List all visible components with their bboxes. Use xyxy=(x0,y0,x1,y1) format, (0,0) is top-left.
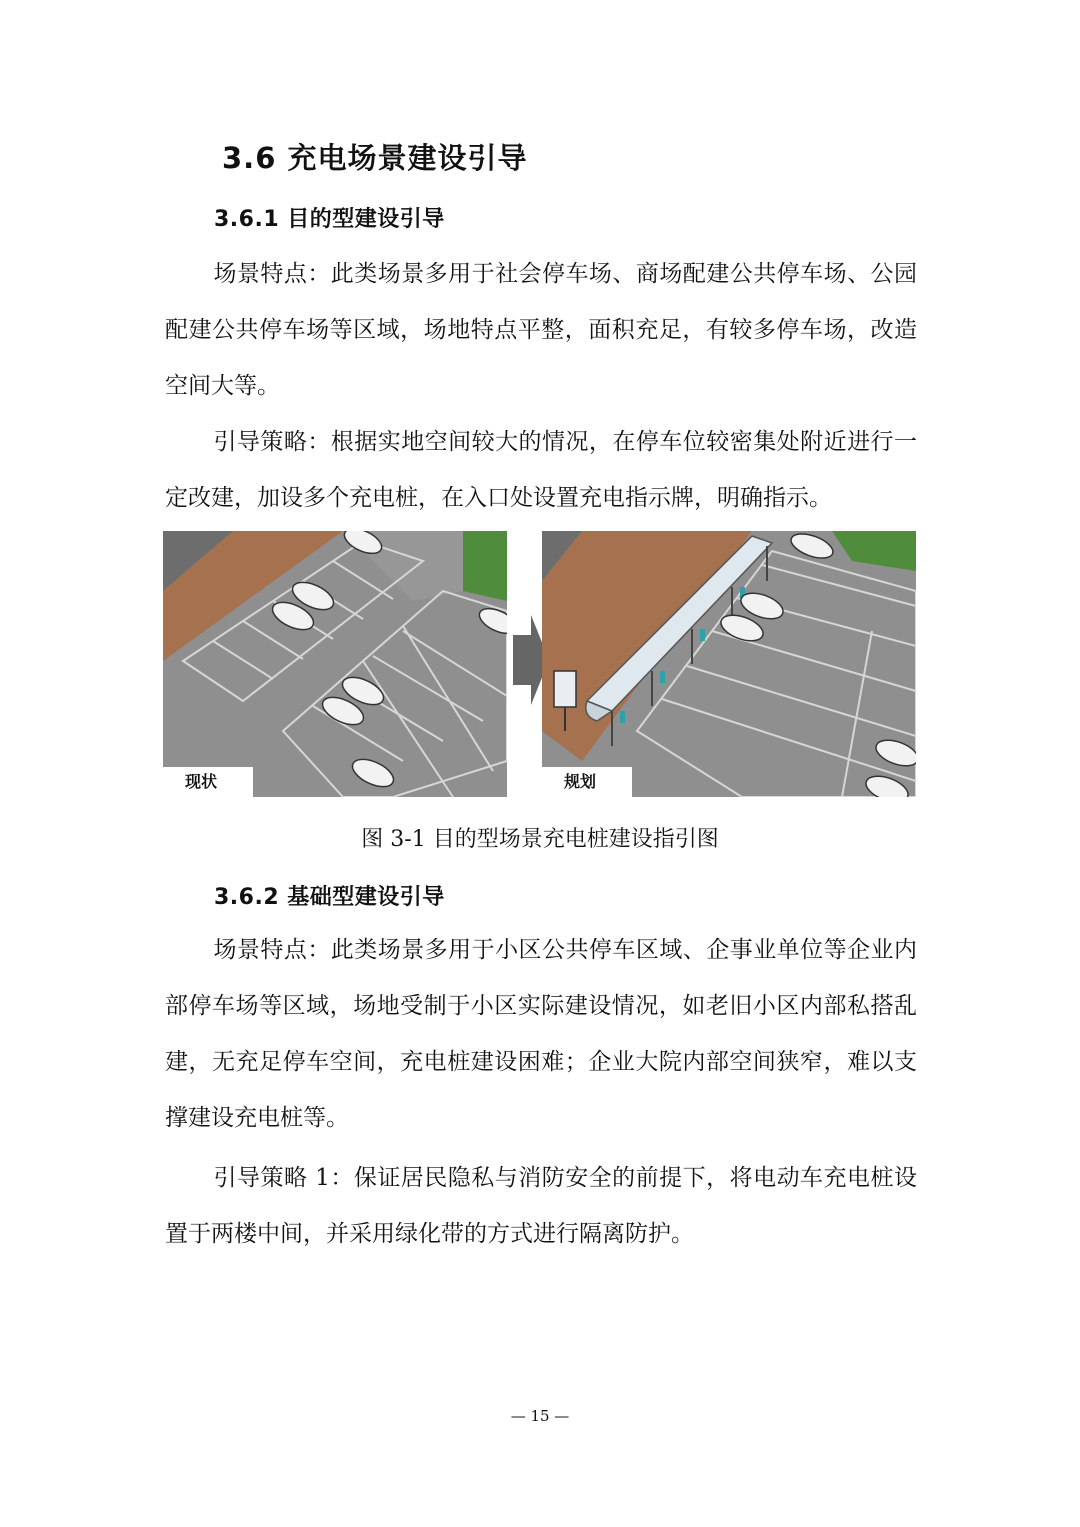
paragraph-scene-features-2 xyxy=(165,922,917,1146)
subsection-heading-3-6-1: 3.6.1 目的型建设引导 xyxy=(214,207,445,232)
paragraph-text: 引导策略：根据实地空间较大的情况，在停车位较密集处附近进行一定改建，加设多个充电桩，在入口处设置充电指示牌，明确指示。 xyxy=(165,429,917,511)
paragraph-text: 场景特点：此类场景多用于社会停车场、商场配建公共停车场、公园配建公共停车场等区域，场地特点平整，面积充足，有较多停车场，改造空间大等。 xyxy=(165,261,917,399)
page-number: — 15 — xyxy=(510,1407,570,1425)
paragraph-strategy-1 xyxy=(165,414,917,526)
figure-label-planned: 规划 xyxy=(542,767,632,797)
paragraph-text: 场景特点：此类场景多用于小区公共停车区域、企事业单位等企业内部停车场等区域，场地受制于小区实际建设情况，如老旧小区内部私搭乱建，无充足停车空间，充电桩建设困难；企业大院内部空间狭窄，难以支撑建设充电桩等。 xyxy=(165,937,917,1131)
paragraph-strategy-2 xyxy=(165,1150,917,1262)
figure-current-state-image xyxy=(163,531,507,797)
figure-label-current: 现状 xyxy=(163,767,253,797)
figure-caption: 图 3-1 目的型场景充电桩建设指引图 xyxy=(361,827,719,852)
subsection-heading-3-6-2: 3.6.2 基础型建设引导 xyxy=(214,885,445,910)
paragraph-text: 引导策略 1：保证居民隐私与消防安全的前提下，将电动车充电桩设置于两楼中间，并采用绿化带的方式进行隔离防护。 xyxy=(165,1165,917,1247)
paragraph-scene-features-1 xyxy=(165,246,917,414)
section-heading: 3.6 充电场景建设引导 xyxy=(222,141,528,175)
figure-planned-image xyxy=(542,531,916,797)
figure-3-1 xyxy=(163,531,916,797)
